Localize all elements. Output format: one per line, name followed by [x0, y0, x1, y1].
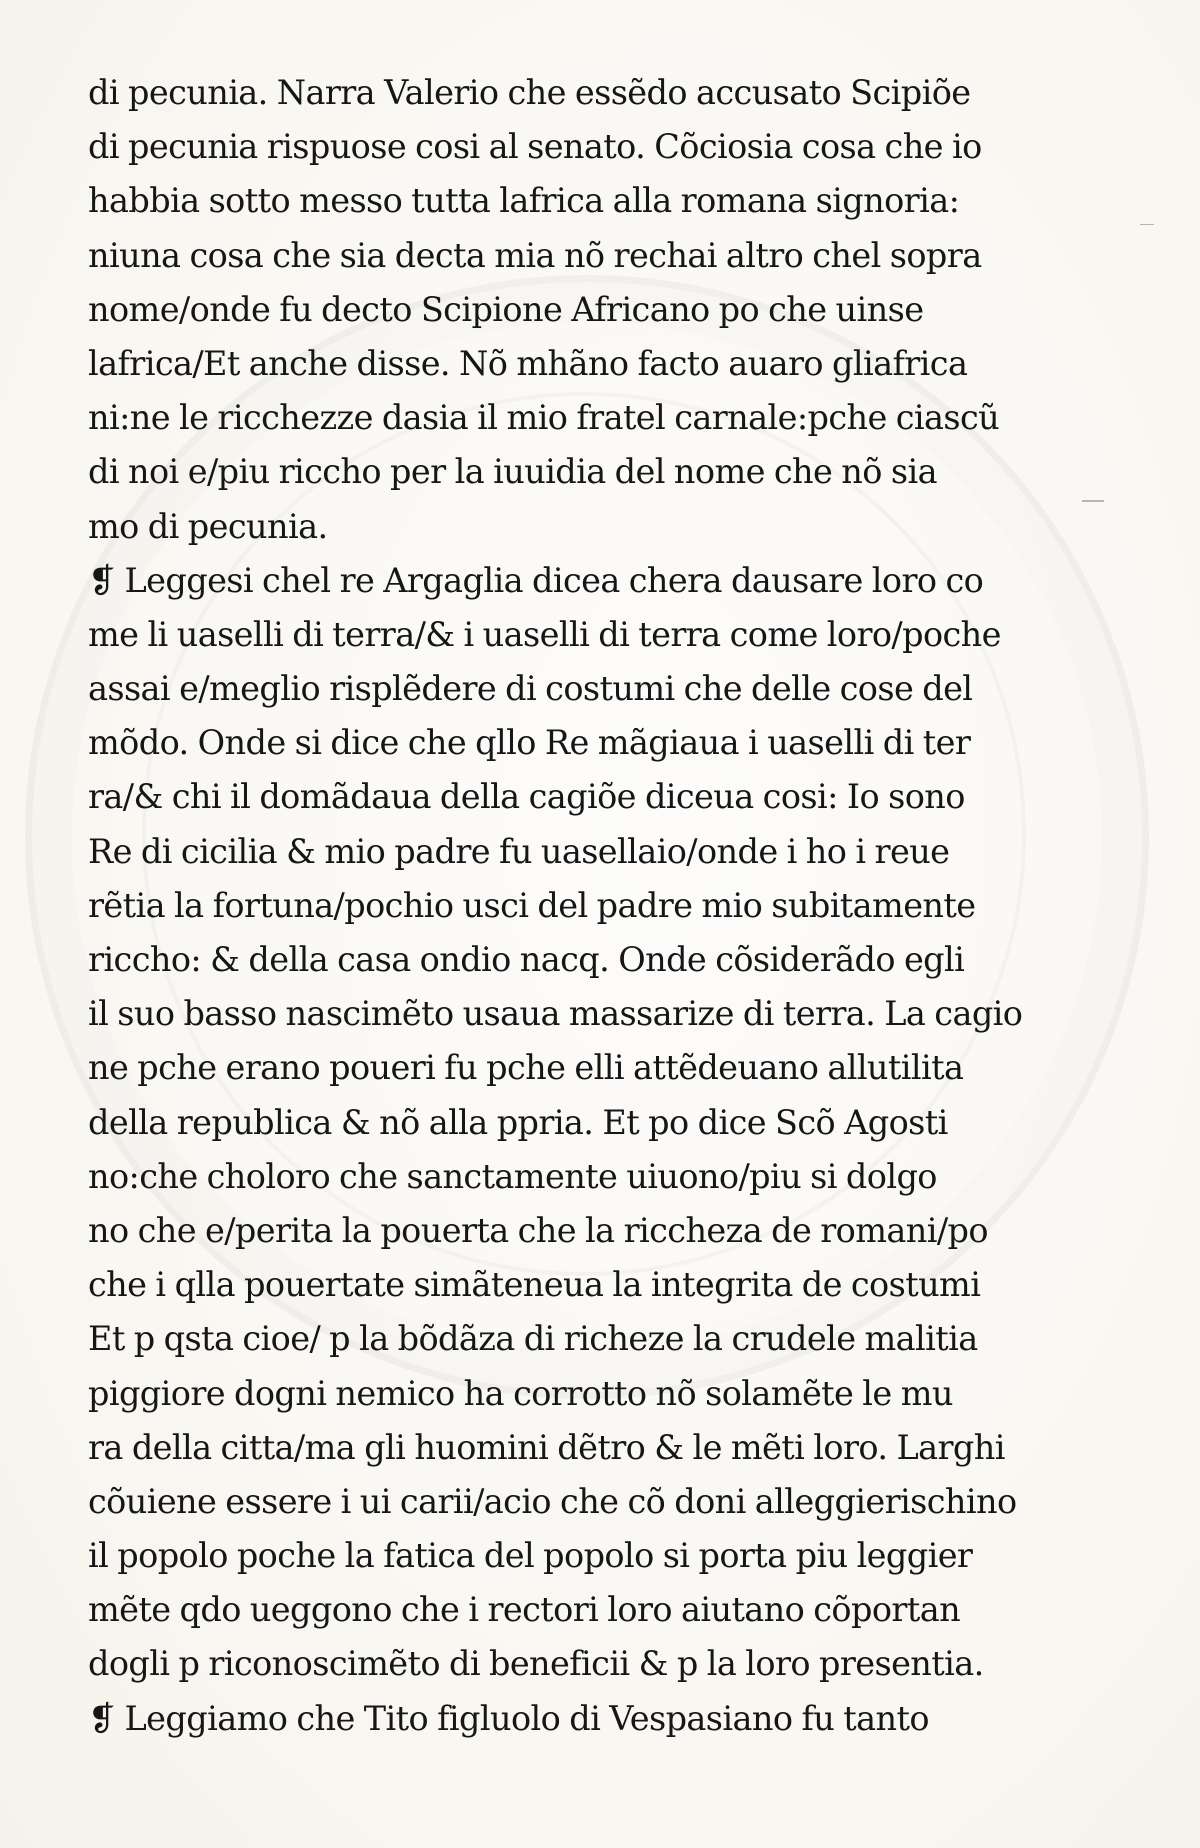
- text-line: niuna cosa che sia decta mia nõ rechai altro chel sopra: [88, 235, 982, 275]
- text-line: di pecunia rispuose cosi al senato. Cõciosia cosa che io: [88, 127, 982, 167]
- text-line: mõdo. Onde si dice che qllo Re mãgiaua i uaselli di ter: [88, 723, 971, 763]
- text-line: ra della citta/ma gli huomini dẽtro & le mẽti loro. Larghi: [88, 1427, 1005, 1467]
- text-column: [88, 66, 1048, 1746]
- text-line: mẽte qdo ueggono che i rectori loro aiutano cõportan: [88, 1590, 961, 1630]
- text-line: ne pche erano poueri fu pche elli attẽdeuano allutilita: [88, 1048, 964, 1088]
- text-line: me li uaselli di terra/& i uaselli di terra come loro/poche: [88, 614, 1001, 654]
- text-line: ❡ Leggiamo che Tito figluolo di Vespasiano fu tanto: [88, 1698, 929, 1738]
- text-line: dogli p riconoscimẽto di beneficii & p la loro presentia.: [88, 1644, 984, 1684]
- text-line: di noi e/piu riccho per la iuuidia del nome che nõ sia: [88, 452, 937, 492]
- text-line: della republica & nõ alla ppria. Et po dice Scõ Agosti: [88, 1102, 948, 1142]
- text-line: lafrica/Et anche disse. Nõ mhãno facto auaro gliafrica: [88, 343, 968, 383]
- text-line: il popolo poche la fatica del popolo si porta piu leggier: [88, 1536, 973, 1576]
- text-line: cõuiene essere i ui carii/acio che cõ doni alleggierischino: [88, 1481, 1017, 1521]
- text-line: Re di cicilia & mio padre fu uasellaio/onde i ho i reue: [88, 831, 950, 871]
- text-line: che i qlla pouertate simãteneua la integrita de costumi: [88, 1265, 981, 1305]
- text-line: il suo basso nascimẽto usaua massarize di terra. La cagio: [88, 994, 1023, 1034]
- text-line: Et p qsta cioe/ p la bõdãza di richeze la crudele malitia: [88, 1319, 978, 1359]
- text-line: piggiore dogni nemico ha corrotto nõ solamẽte le mu: [88, 1373, 953, 1413]
- text-line: assai e/meglio risplẽdere di costumi che delle cose del: [88, 669, 973, 709]
- margin-mark: [1140, 224, 1154, 225]
- text-line: rẽtia la fortuna/pochio usci del padre mio subitamente: [88, 885, 976, 925]
- text-line: ra/& chi il domãdaua della cagiõe diceua cosi: Io sono: [88, 777, 965, 817]
- text-line: di pecunia. Narra Valerio che essẽdo accusato Scipiõe: [88, 73, 971, 112]
- text-line: ❡ Leggesi chel re Argaglia dicea chera dausare loro co: [88, 560, 984, 600]
- margin-mark: [1082, 500, 1104, 502]
- text-line: no che e/perita la pouerta che la riccheza de romani/po: [88, 1210, 988, 1250]
- text-line: habbia sotto messo tutta lafrica alla romana signoria:: [88, 181, 960, 221]
- text-line: ni:ne le ricchezze dasia il mio fratel carnale:pche ciascũ: [88, 398, 1000, 438]
- text-line: nome/onde fu decto Scipione Africano po che uinse: [88, 289, 924, 329]
- text-line: mo di pecunia.: [88, 506, 328, 546]
- text-line: riccho: & della casa ondio nacq. Onde cõsiderãdo egli: [88, 940, 965, 979]
- text-line: no:che choloro che sanctamente uiuono/piu si dolgo: [88, 1156, 937, 1196]
